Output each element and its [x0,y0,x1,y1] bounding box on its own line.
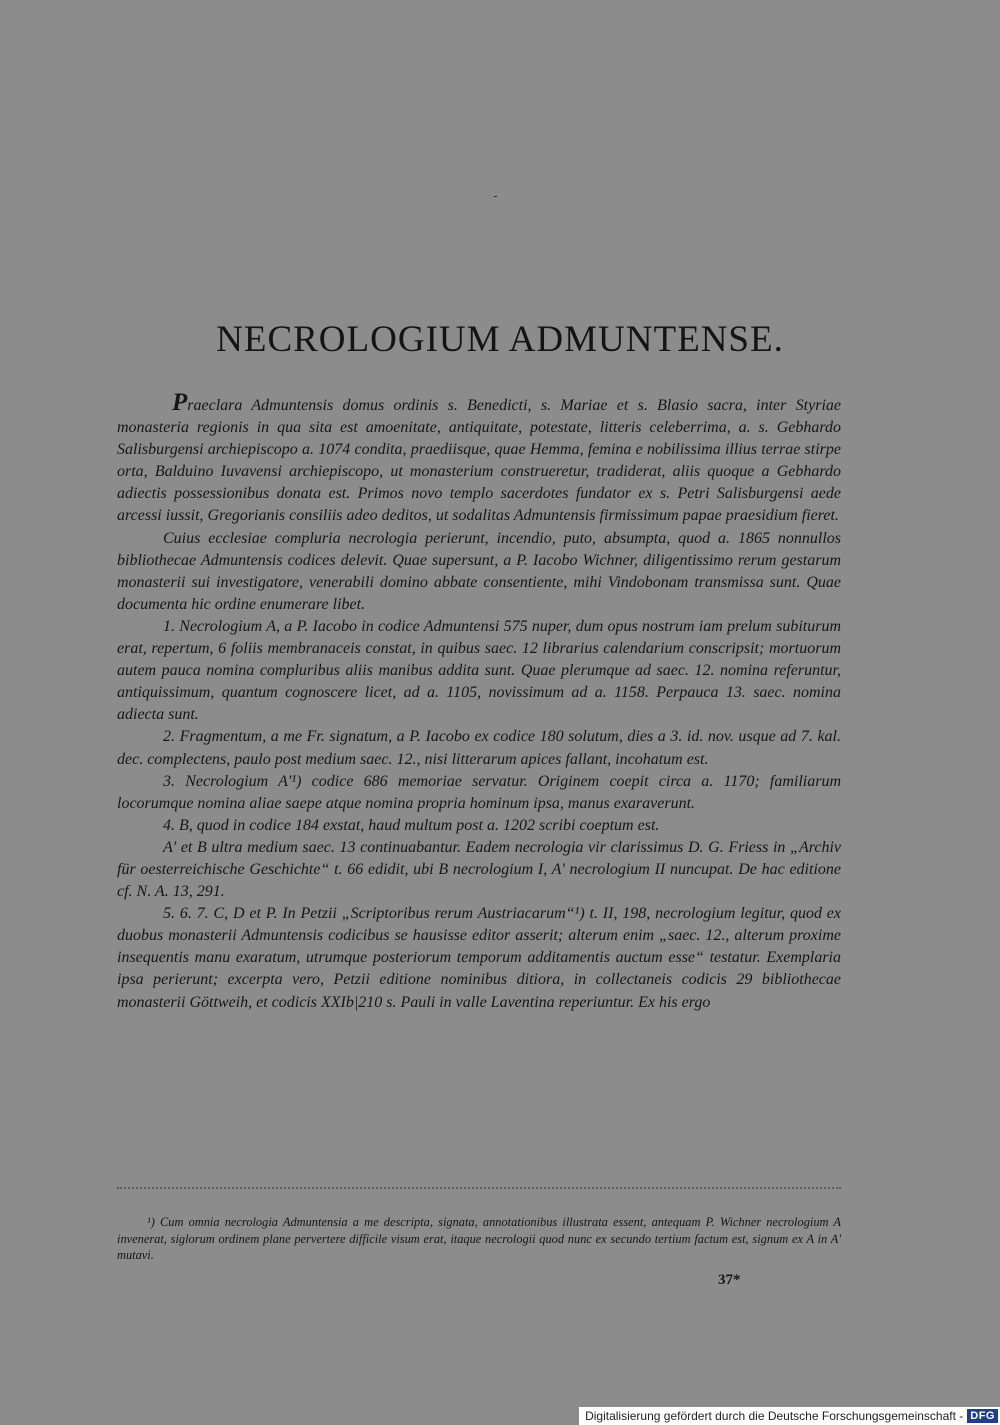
funding-banner [579,1407,1000,1425]
paragraph-text: raeclara Admuntensis domus ordinis s. Benedicti, s. Mariae et s. Blasio sacra, inter Styriae monasteria regionis in qua sita est amoenitate, antiquitate, potestate, litteris celeberrima, a. s. Gebhardo Salisburgensi archiepiscopo a. 1074 condita, praediisque, quae Hemma, femina e nobilissima illius terrae stirpe orta, Balduino Iuvavensi archiepiscopo, ut monasterium construeretur, tradiderat, aliis quoque a Gebhardo adiectis possessionibus donata est. Primos novo templo sacerdotes fundator ex s. Petri Salisburgensi aede arcessi iussit, Gregorianis consiliis adeo deditos, ut sodalitas Admuntensis firmissimum papae praesidium fieret. [117,397,841,525]
dfg-logo: DFG [967,1409,998,1423]
paragraph: 3. Necrologium A'¹) codice 686 memoriae servatur. Originem coepit circa a. 1170; familiarum locorumque nomina aliae saepe atque nomina propria hominum ipsa, manus exaraverunt. [117,772,841,812]
paragraph: 4. B, quod in codice 184 exstat, haud multum post a. 1202 scribi coeptum est. [163,816,660,834]
funding-text: Digitalisierung gefördert durch die Deutsche Forschungsgemeinschaft - [585,1409,964,1423]
body-text [117,389,841,1014]
paragraph-intro [117,389,841,528]
paragraph: Cuius ecclesiae compluria necrologia perierunt, incendio, puto, absumpta, quod a. 1865 nonnullos bibliothecae Admuntensis codices delevit. Quae supersunt, a P. Iacobo Wichner, diligentissimo rerum gestarum monasterii sui investigatore, venerabili domino abbate consentiente, mihi Vindobonam transmissa sunt. Quae documenta hic ordine enumerare libet. [117,529,841,613]
paragraph: 5. 6. 7. C, D et P. In Petzii „Scriptoribus rerum Austriacarum“¹) t. II, 198, necrologium legitur, quod ex duobus monasterii Admuntensis codicibus se hausisse editor asserit; alterum enim „saec. 12., alterum proxime insequentis manu exaratum, utrumque posteriorum temporum additamentis auctum esse“ testatur. Exemplaria ipsa perierunt; excerpta vero, Petzii editione nominibus ditiora, in collectaneis codicis 29 bibliothecae monasterii Göttweih, et codicis XXIb|210 s. Pauli in valle Laventina reperiuntur. Ex his ergo [117,905,841,1011]
scan-speck [494,196,497,197]
page-number: 37* [718,1272,741,1288]
page-title: NECROLOGIUM ADMUNTENSE. [216,319,784,360]
paragraph: 2. Fragmentum, a me Fr. signatum, a P. Iacobo ex codice 180 solutum, dies a 3. id. nov. usque ad 7. kal. dec. complectens, paulo post medium saec. 12., nisi litterarum apices fallant, incohatum est. [117,728,841,768]
paragraph: A' et B ultra medium saec. 13 continuabantur. Eadem necrologia vir clarissimus D. G. Friess in „Archiv für oesterreichische Geschichte“ t. 66 edidit, ubi B necrologium I, A' necrologium II nuncupat. De hac editione cf. N. A. 13, 291. [117,838,841,901]
footnote: ¹) Cum omnia necrologia Admuntensia a me descripta, signata, annotationibus illustrata essent, antequam P. Wichner necrologium A invenerat, siglorum ordinem plane pervertere difficile visum erat, itaque necrologii quod nunc ex secundo tertium factum est, signum ex A in A' mutavi. [117,1215,841,1263]
paragraph: 1. Necrologium A, a P. Iacobo in codice Admuntensi 575 nuper, dum opus nostrum iam prelum subiturum erat, repertum, 6 foliis membranaceis constat, in quibus saec. 12 librarius calendarium conscripsit; mortuorum autem pauca nomina compluribus aliis manibus addita sunt. Quae plerumque ad saec. 12. nomina referuntur, antiquissimum, quantum cognoscere licet, ad a. 1105, novissimum ad a. 1158. Perpauca 13. saec. nomina adiecta sunt. [117,617,841,724]
cut-off-text-line [117,1187,841,1194]
drop-cap: P [172,389,188,416]
